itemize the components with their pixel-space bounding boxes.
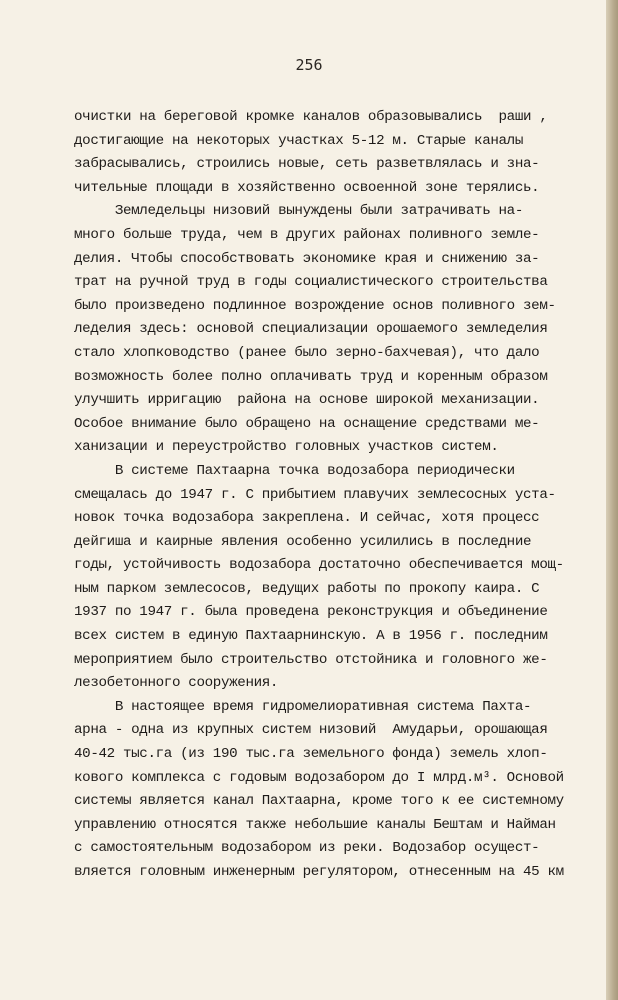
text-line: с самостоятельным водозабором из реки. Водозабор осущест- [74, 840, 540, 857]
text-line: чительные площади в хозяйственно освоенной зоне терялись. [74, 179, 540, 196]
text-line: возможность более полно оплачивать труд и коренным образом [74, 368, 548, 385]
text-line: 40-42 тыс.га (из 190 тыс.га земельного фонда) земель хлоп- [74, 746, 548, 763]
text-line: забрасывались, строились новые, сеть разветвлялась и зна- [74, 156, 540, 173]
text-line: достигающие на некоторых участках 5-12 м. Старые каналы [74, 132, 524, 149]
text-line: арна - одна из крупных систем низовий Амударьи, орошающая [74, 722, 548, 739]
text-line: ным парком землесосов, ведущих работы по прокопу каира. С [74, 580, 540, 597]
text-line: улучшить ирригацию района на основе широкой механизации. [74, 392, 540, 409]
text-line: вляется головным инженерным регулятором, отнесенным на 45 км [74, 864, 564, 880]
text-line: ханизации и переустройство головных участков систем. [74, 439, 499, 456]
text-line: было произведено подлинное возрождение основ поливного зем- [74, 297, 556, 314]
text-line: дейгиша и каирные явления особенно усилились в последние [74, 533, 532, 550]
page-edge [606, 0, 618, 1000]
text-line: Земледельцы низовий вынуждены были затрачивать на- [74, 203, 524, 220]
text-line: всех систем в единую Пахтаарнинскую. А в 1956 г. последним [74, 628, 548, 645]
text-line: кового комплекса с годовым водозабором до I млрд.м³. Основой [74, 769, 564, 786]
text-line: управлению относятся также небольшие каналы Бештам и Найман [74, 816, 556, 833]
text-line: леделия здесь: основой специализации орошаемого земледелия [74, 321, 548, 338]
text-line: годы, устойчивость водозабора достаточно обеспечивается мощ- [74, 557, 564, 574]
text-line: мероприятием было строительство отстойника и головного же- [74, 651, 548, 668]
text-line: Особое внимание было обращено на оснащение средствами ме- [74, 415, 540, 432]
text-line: лезобетонного сооружения. [74, 675, 279, 692]
page-number: 256 [295, 56, 323, 74]
text-line: делия. Чтобы способствовать экономике края и снижению за- [74, 250, 540, 267]
text-line: 1937 по 1947 г. была проведена реконструкция и объединение [74, 604, 548, 621]
text-line: стало хлопководство (ранее было зерно-бахчевая), что дало [74, 344, 540, 361]
text-line: трат на ручной труд в годы социалистического строительства [74, 274, 548, 291]
text-line: В системе Пахтаарна точка водозабора периодически [74, 462, 515, 479]
text-line: смещалась до 1947 г. С прибытием плавучих землесосных уста- [74, 486, 556, 503]
text-line: много больше труда, чем в других районах поливного земле- [74, 226, 540, 243]
text-line: новок точка водозабора закреплена. И сейчас, хотя процесс [74, 510, 540, 527]
text-line: очистки на береговой кромке каналов образовывались раши , [74, 109, 548, 125]
body-text [74, 106, 606, 885]
text-line: системы является канал Пахтаарна, кроме того к ее системному [74, 793, 564, 810]
text-line: В настоящее время гидромелиоративная система Пахта- [74, 698, 532, 715]
